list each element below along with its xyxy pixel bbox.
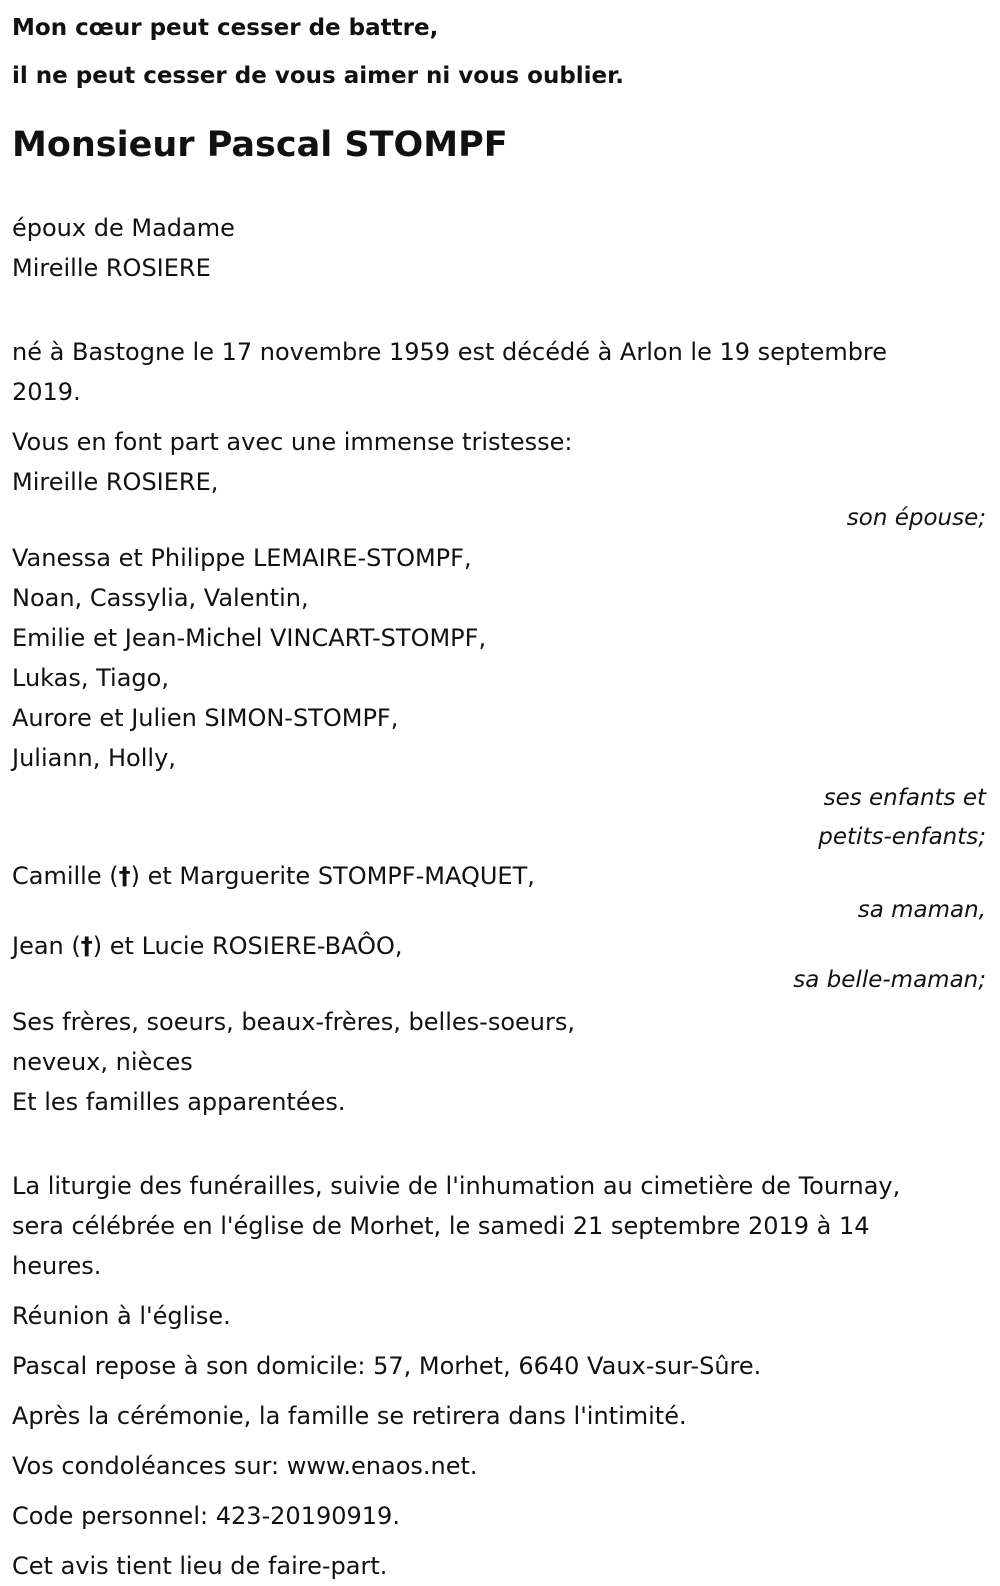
condolences-info: Vos condoléances sur: www.enaos.net. [12,1452,478,1480]
mother-name-b: ) et Marguerite STOMPF-MAQUET, [130,862,535,890]
children-role-line-2: petits-enfants; [818,824,986,850]
mother-name-a: Camille ( [12,862,119,890]
funeral-line-1: La liturgie des funérailles, suivie de l'inhumation au cimetière de Tournay, [12,1172,901,1200]
obituary-page [0,4,1000,1580]
birth-death-info [12,332,988,412]
funeral-line-2: sera célébrée en l'église de Morhet, le samedi 21 septembre 2019 à 14 [12,1212,870,1240]
children-role-line-1: ses enfants et [823,785,986,811]
funeral-line-3: heures. [12,1252,102,1280]
mother-name [12,856,988,896]
children-list [12,538,988,778]
other-family-line: Ses frères, soeurs, beaux-frères, belles-soeurs, [12,1008,575,1036]
announcement-intro: Vous en font part avec une immense tristesse: [12,428,573,456]
spouse-info [12,208,988,288]
reunion-info: Réunion à l'église. [12,1302,231,1330]
epigraph-line-1: Mon cœur peut cesser de battre, [12,15,439,41]
other-family-line: neveux, nièces [12,1048,193,1076]
family-spouse-role: son épouse; [846,505,986,531]
deceased-name: Monsieur Pascal STOMPF [12,125,508,165]
funeral-info [12,1166,988,1286]
child-line: Juliann, Holly, [12,744,176,772]
personal-code: Code personnel: 423-20190919. [12,1502,400,1530]
mother-in-law-name-a: Jean ( [12,932,81,960]
child-line: Lukas, Tiago, [12,664,169,692]
mother-in-law-name [12,926,988,966]
notice: Cet avis tient lieu de faire-part. [12,1552,388,1580]
cross-icon: † [80,932,93,960]
child-line: Noan, Cassylia, Valentin, [12,584,309,612]
mother-in-law-role: sa belle-maman; [793,967,986,993]
other-family [12,1002,988,1122]
mother-role: sa maman, [857,897,986,923]
birth-death-line-1: né à Bastogne le 17 novembre 1959 est décédé à Arlon le 19 septembre [12,338,888,366]
child-line: Aurore et Julien SIMON-STOMPF, [12,704,399,732]
spouse-line-1: époux de Madame [12,214,235,242]
spouse-line-2: Mireille ROSIERE [12,254,211,282]
after-ceremony-info: Après la cérémonie, la famille se retirera dans l'intimité. [12,1402,687,1430]
other-family-line: Et les familles apparentées. [12,1088,346,1116]
child-line: Emilie et Jean-Michel VINCART-STOMPF, [12,624,487,652]
epigraph-line-2: il ne peut cesser de vous aimer ni vous oublier. [12,63,624,89]
birth-death-line-2: 2019. [12,378,81,406]
child-line: Vanessa et Philippe LEMAIRE-STOMPF, [12,544,472,572]
epigraph [12,4,988,100]
family-spouse-name: Mireille ROSIERE, [12,468,219,496]
repose-info: Pascal repose à son domicile: 57, Morhet, 6640 Vaux-sur-Sûre. [12,1352,762,1380]
cross-icon: † [118,862,131,890]
mother-in-law-name-b: ) et Lucie ROSIERE-BAÔO, [92,932,403,960]
